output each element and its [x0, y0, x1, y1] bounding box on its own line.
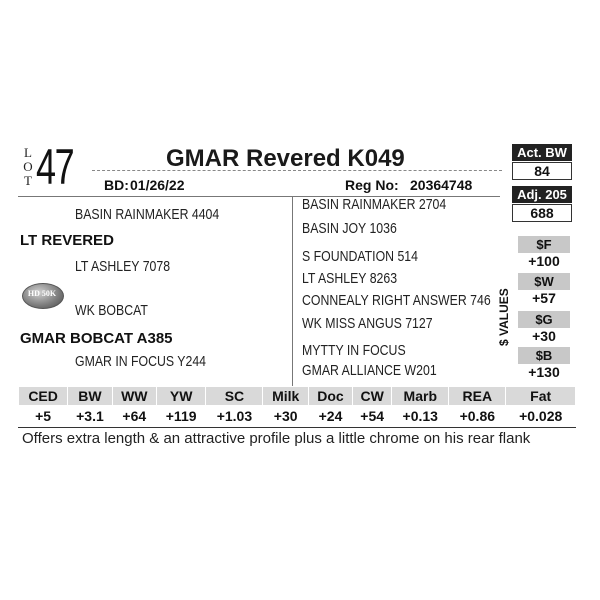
pedigree-right-line: BASIN JOY 1036: [302, 220, 397, 237]
epd-value: +24: [318, 408, 343, 424]
epd-header: Marb: [392, 387, 449, 406]
birth-date-label: BD:: [104, 177, 129, 193]
epd-value: +3.1: [76, 408, 104, 424]
pedigree-dam-sire: WK BOBCAT: [75, 302, 148, 319]
epd-table: [18, 386, 576, 426]
epd-header-row: [19, 387, 576, 406]
dollar-value-value: +130: [528, 364, 560, 380]
pedigree-right-line: MYTTY IN FOCUS: [302, 342, 406, 359]
pedigree-sire-dam: LT ASHLEY 7078: [75, 258, 171, 275]
hd50k-badge-text: HD 50K: [27, 289, 57, 298]
epd-header: YW: [156, 387, 206, 406]
lot-letter: T: [24, 173, 32, 188]
epd-value: +1.03: [216, 408, 253, 424]
pedigree-dam: GMAR BOBCAT A385: [20, 330, 173, 347]
epd-value: +119: [165, 408, 197, 424]
reg-number-value: 20364748: [410, 177, 473, 193]
epd-header: Fat: [506, 387, 576, 406]
pedigree-right-line: CONNEALY RIGHT ANSWER 746: [302, 292, 491, 309]
epd-header: Doc: [308, 387, 352, 406]
epd-value: +64: [122, 408, 147, 424]
dollar-value-label: $F: [518, 236, 570, 253]
dollar-value-value: +30: [532, 328, 556, 344]
pedigree-sire: LT REVERED: [20, 232, 114, 249]
epd-header: CED: [19, 387, 68, 406]
pedigree-center-divider: [292, 196, 293, 386]
pedigree-right-line: WK MISS ANGUS 7127: [302, 315, 433, 332]
comment-divider: [18, 427, 576, 428]
actual-bw-value: 84: [512, 162, 572, 180]
title-divider: [92, 170, 502, 171]
lot-letter: O: [23, 159, 33, 174]
epd-header: CW: [353, 387, 392, 406]
lot-number: 47: [36, 139, 74, 195]
pedigree-right-line: S FOUNDATION 514: [302, 248, 418, 265]
pedigree-right-line: LT ASHLEY 8263: [302, 270, 398, 287]
lot-comment: Offers extra length & an attractive profile plus a little chrome on his rear flank: [22, 430, 531, 447]
pedigree-dam-dam: GMAR IN FOCUS Y244: [75, 353, 207, 370]
dollar-value-label: $W: [518, 273, 570, 290]
epd-value: +0.86: [459, 408, 496, 424]
adj-205-label: Adj. 205: [512, 186, 572, 203]
epd-value: +54: [360, 408, 385, 424]
epd-value: +30: [273, 408, 298, 424]
pedigree-right-line: BASIN RAINMAKER 2704: [302, 196, 447, 213]
lot-letter: L: [24, 145, 32, 160]
epd-header: REA: [449, 387, 506, 406]
epd-value: +5: [35, 408, 52, 424]
adj-205-value: 688: [512, 204, 572, 222]
dollar-values-label: $ VALUES: [497, 288, 511, 346]
dollar-value-value: +100: [528, 253, 560, 269]
reg-number-label: Reg No:: [345, 177, 399, 193]
birth-date-value: 01/26/22: [130, 177, 185, 193]
dollar-value-value: +57: [532, 290, 556, 306]
pedigree-right-line: GMAR ALLIANCE W201: [302, 362, 437, 379]
epd-value: +0.13: [402, 408, 438, 424]
lot-label: [22, 146, 34, 188]
pedigree-sire-sire: BASIN RAINMAKER 4404: [75, 206, 220, 223]
epd-header: Milk: [263, 387, 308, 406]
epd-header: WW: [112, 387, 156, 406]
actual-bw-label: Act. BW: [512, 144, 572, 161]
dollar-value-label: $B: [518, 347, 570, 364]
dollar-value-label: $G: [518, 311, 570, 328]
epd-header: BW: [68, 387, 113, 406]
epd-value-row: [19, 406, 576, 427]
epd-value: +0.028: [519, 408, 563, 424]
epd-header: SC: [206, 387, 263, 406]
animal-name: GMAR Revered K049: [166, 145, 405, 172]
